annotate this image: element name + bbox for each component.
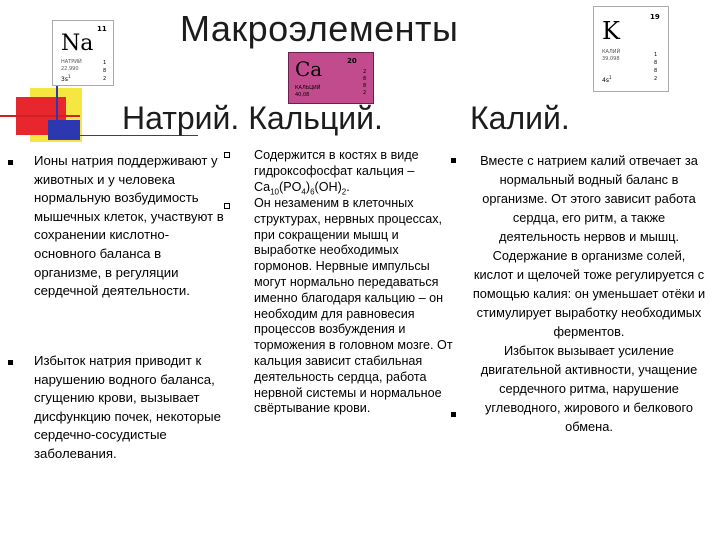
element-name: КАЛИЙ — [602, 49, 621, 55]
element-shells: 1 8 2 — [103, 60, 107, 82]
element-name: КАЛЬЦИЙ — [295, 85, 321, 91]
calcium-element-card — [288, 52, 374, 104]
calcium-text-1: Содержится в костях в виде гидроксофосфат кальция – $Ca_{10}(PO_4)_6(OH)_2$. — [254, 148, 419, 197]
element-config: $4s^1$ — [602, 75, 612, 84]
potassium-text-1: Вместе с натрием калий отвечает за нормальный водный баланс в организме. От этого зависит работа сердца, его ритм, а также деятельность нервов и мышц. Содержание в организме солей, кислот и щелочей тоже регулируется с помощью калия: он уменьшает отёки и стимулирует выработку необходимых ферментов. — [472, 153, 706, 339]
element-name: НАТРИЙ — [61, 59, 82, 65]
sodium-text-2: Избыток натрия приводит к нарушению водного баланса, сгущению крови, вызывает дисфункцию почек, некоторые сердечно-сосудистые заболевания. — [34, 353, 221, 461]
subtitle-potassium: Калий. — [470, 100, 570, 136]
element-number: 20 — [347, 57, 357, 65]
decor-red-line — [0, 115, 80, 117]
decor-blue-square — [48, 120, 80, 140]
element-mass: 22,990 — [61, 66, 79, 72]
element-shells: 2 8 8 2 — [363, 69, 367, 96]
bullet-icon — [451, 412, 456, 417]
potassium-element-card — [593, 6, 669, 92]
element-symbol: K — [602, 17, 620, 45]
calcium-text-2: Он незаменим в клеточных структурах, нервных процессах, при сокращении мышц и выработке необходимых гормонов. Нервные импульсы могут нормально передаваться именно благодаря кальцию – он необходим для равновесия процессов возбуждения и торможения в головном мозге. От кальция зависит стабильная деятельность сердца, работа нервной системы и нормальное свёртывание крови. — [254, 196, 453, 416]
element-symbol: Ca — [295, 57, 323, 81]
element-shells: 1 8 8 2 — [654, 52, 658, 82]
sodium-text-1: Ионы натрия поддерживают у животных и у человека нормальную возбудимость мышечных клеток, участвуют в сохранении кислотно-основного баланса в организме, в регуляции сердечной деятельности. — [34, 153, 224, 299]
sodium-element-card — [52, 20, 114, 86]
hollow-bullet-icon — [224, 203, 230, 209]
potassium-text — [472, 151, 706, 436]
hollow-bullet-icon — [224, 152, 230, 158]
bullet-icon — [451, 158, 456, 163]
element-mass: 39,098 — [602, 56, 620, 62]
element-config: $3s^1$ — [61, 74, 71, 83]
element-mass: 40,08 — [295, 92, 310, 98]
element-number: 19 — [650, 13, 660, 21]
bullet-icon — [8, 360, 13, 365]
element-number: 11 — [97, 25, 107, 33]
page-title: Макроэлементы — [180, 8, 459, 49]
element-symbol: Na — [61, 31, 94, 56]
subtitle-sodium-calcium: Натрий. Кальций. — [122, 100, 383, 136]
potassium-text-2: Избыток вызывает усиление двигательной активности, учащение сердечного ритма, нарушение углеводного, жирового и белкового обмена. — [480, 343, 698, 434]
bullet-icon — [8, 160, 13, 165]
